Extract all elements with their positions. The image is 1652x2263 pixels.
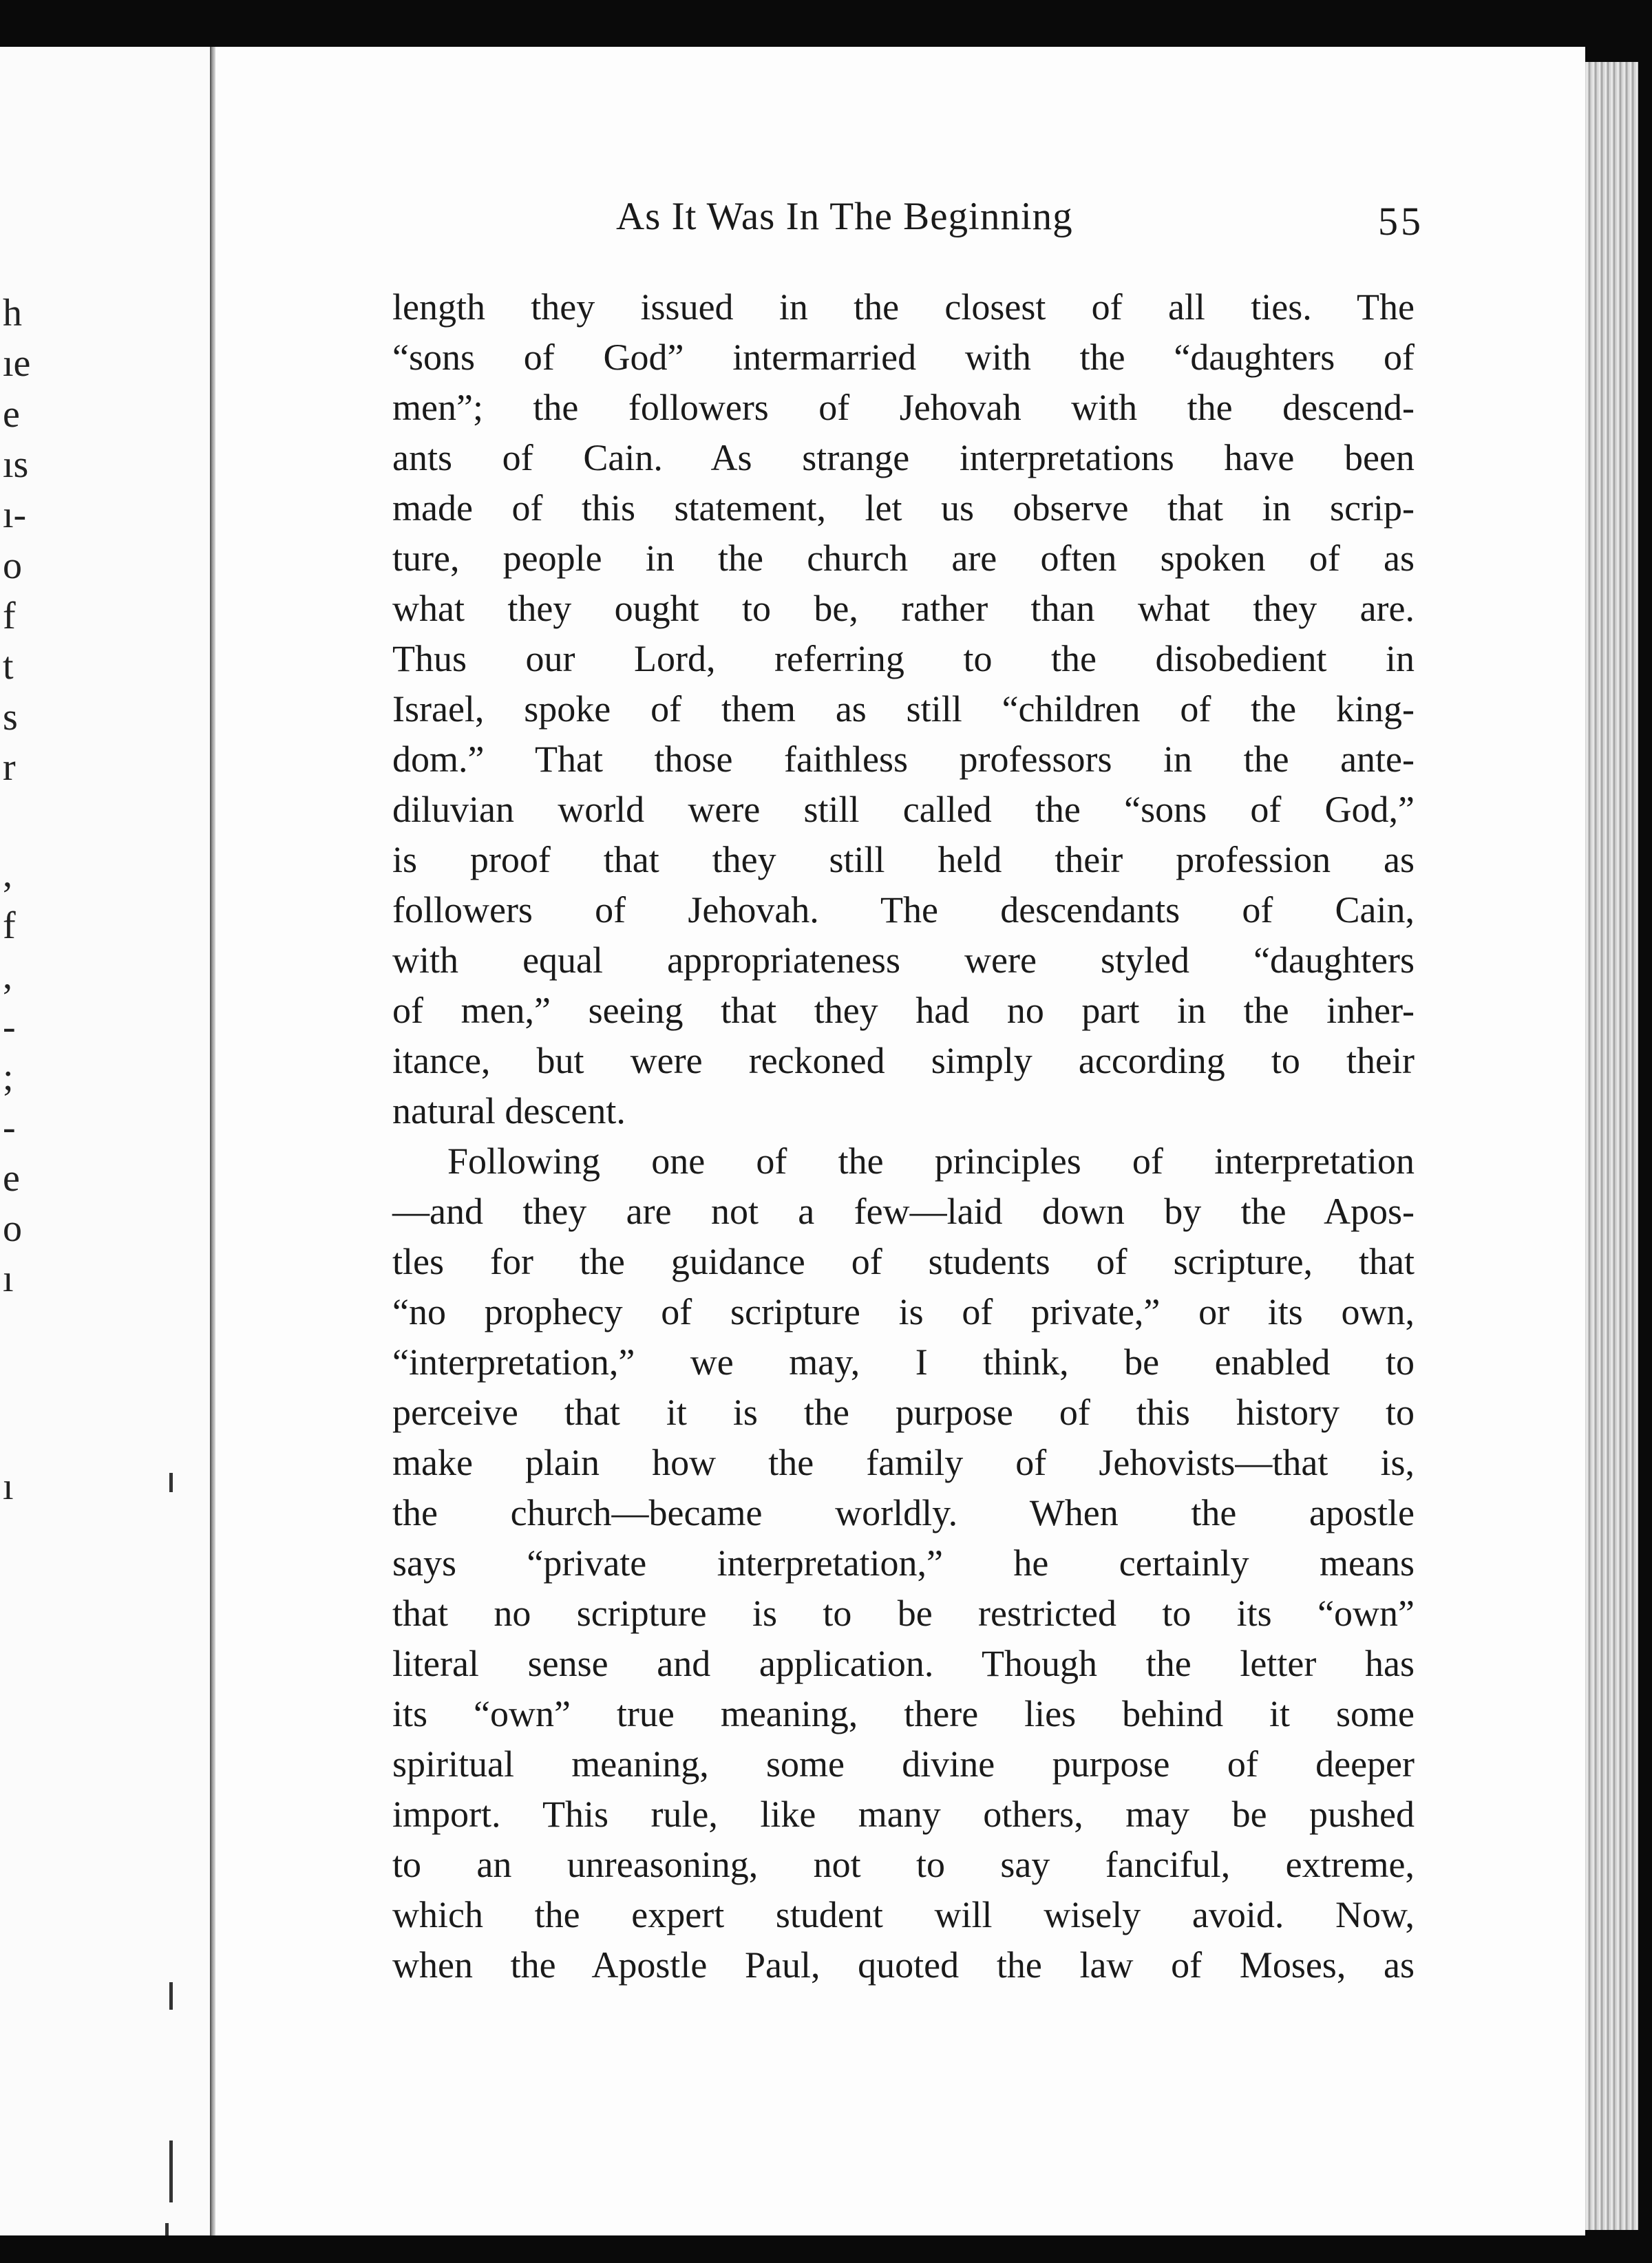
left-fragment: ,: [3, 955, 12, 997]
text-line: men”; the followers of Jehovah with the descend-: [392, 387, 1415, 428]
text-line: “interpretation,” we may, I think, be enabled to: [392, 1341, 1415, 1383]
left-fragment: -: [3, 1006, 16, 1048]
running-head: [396, 194, 1423, 249]
text-line: literal sense and application. Though the letter has: [392, 1643, 1415, 1684]
paragraph-end-line: natural descent.: [392, 1090, 626, 1132]
text-line: says “private interpretation,” he certainly means: [392, 1542, 1415, 1584]
text-line: with equal appropriateness were styled “daughters: [392, 939, 1415, 981]
page-number: 55: [1378, 199, 1423, 244]
left-fragment: e: [3, 1157, 20, 1200]
text-line: is proof that they still held their profession as: [392, 839, 1415, 880]
text-line: itance, but were reckoned simply according to their: [392, 1040, 1415, 1081]
text-line: dom.” That those faithless professors in the ante-: [392, 739, 1415, 780]
page-block-edge: [1585, 62, 1638, 2230]
text-line: “no prophecy of scripture is of private,” or its own,: [392, 1291, 1415, 1332]
left-fragment: h: [3, 292, 22, 334]
text-line: Israel, spoke of them as still “children of the king-: [392, 688, 1415, 730]
body-text: [392, 282, 1415, 1990]
left-fragment: f: [3, 595, 16, 637]
left-fragment: ı-: [3, 493, 27, 536]
left-fragment: -: [3, 1106, 16, 1149]
text-line: followers of Jehovah. The descendants of Cain,: [392, 889, 1415, 931]
left-fragment: ıs: [3, 443, 29, 486]
text-line: import. This rule, like many others, may be pushed: [392, 1794, 1415, 1835]
text-line: diluvian world were still called the “sons of God,”: [392, 789, 1415, 830]
left-fragment: ;: [3, 1056, 14, 1098]
text-line: the church—became worldly. When the apostle: [392, 1492, 1415, 1533]
text-line: tles for the guidance of students of scripture, that: [392, 1241, 1415, 1282]
left-fragment: s: [3, 696, 18, 739]
text-line: which the expert student will wisely avoid. Now,: [392, 1894, 1415, 1935]
text-line: length they issued in the closest of all ties. The: [392, 286, 1415, 328]
left-fragment: o: [3, 1207, 22, 1250]
text-line: make plain how the family of Jehovists—that is,: [392, 1442, 1415, 1483]
text-line: to an unreasoning, not to say fanciful, extreme,: [392, 1844, 1415, 1885]
text-line: ants of Cain. As strange interpretations have been: [392, 437, 1415, 478]
left-fragment: ı: [3, 1257, 14, 1300]
text-line: ture, people in the church are often spoken of as: [392, 538, 1415, 579]
left-fragment: r: [3, 746, 16, 789]
text-line: perceive that it is the purpose of this history to: [392, 1392, 1415, 1433]
running-title: As It Was In The Beginning: [616, 195, 1073, 238]
text-line: —and they are not a few—laid down by the Apos-: [392, 1191, 1415, 1232]
left-fragment: e: [3, 393, 20, 436]
left-fragment: o: [3, 544, 22, 587]
text-line: that no scripture is to be restricted to its “own”: [392, 1593, 1415, 1634]
gutter-specks: [162, 41, 183, 2244]
text-line: “sons of God” intermarried with the “daughters of: [392, 337, 1415, 378]
book-gutter: [210, 47, 215, 2235]
left-fragment: ,: [3, 853, 12, 895]
text-line: Thus our Lord, referring to the disobedient in: [392, 638, 1415, 679]
text-line: of men,” seeing that they had no part in the inher-: [392, 990, 1415, 1031]
text-line: when the Apostle Paul, quoted the law of Moses, as: [392, 1944, 1415, 1986]
left-fragment: ıe: [3, 342, 31, 385]
left-fragment: t: [3, 645, 14, 688]
paragraph-start-line: Following one of the principles of interpretation: [447, 1140, 1415, 1182]
left-fragment: f: [3, 904, 16, 947]
text-line: made of this statement, let us observe that in scrip-: [392, 487, 1415, 529]
text-line: its “own” true meaning, there lies behind it some: [392, 1693, 1415, 1734]
text-line: spiritual meaning, some divine purpose of deeper: [392, 1743, 1415, 1785]
left-fragment: ı: [3, 1465, 14, 1508]
text-line: what they ought to be, rather than what they are.: [392, 588, 1415, 629]
